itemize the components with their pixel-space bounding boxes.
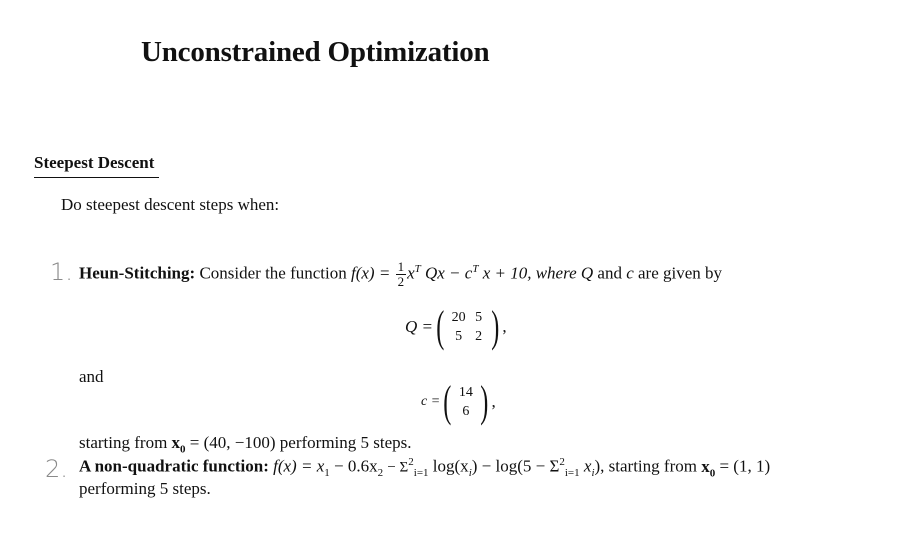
matrix-Q-label: Q =	[405, 317, 433, 336]
p2-part5: ) − log(5 − Σ	[471, 456, 560, 476]
vector-c-label: c =	[421, 394, 441, 409]
fraction-numerator: 1	[397, 259, 405, 274]
problem-2-statement	[79, 456, 770, 479]
p2-x0-subscript: 0	[709, 467, 716, 480]
vector-c-cells	[455, 383, 477, 421]
p2-sub-i2: i	[591, 467, 595, 480]
handwritten-mark-2: 2.	[45, 455, 68, 483]
problem-1-text: Consider the function	[199, 263, 347, 283]
sum1-lower: i=1	[413, 467, 429, 480]
sum2-lower: i=1	[564, 467, 580, 480]
var-x: x	[407, 263, 415, 283]
problem-2-label: A non-quadratic function:	[79, 456, 269, 476]
transpose-2: T	[472, 262, 479, 275]
matrix-cell: 5	[455, 329, 463, 344]
function-f: f(x) =	[351, 263, 391, 283]
comma: ,	[491, 392, 496, 411]
vector-c	[421, 377, 496, 426]
matrix-Q-cells	[448, 308, 488, 346]
fraction-half	[396, 260, 407, 289]
section-underline	[34, 177, 159, 178]
problem-1-start	[79, 433, 412, 455]
expr-rest: x + 10, where	[482, 263, 577, 283]
vector-cell: 14	[458, 385, 473, 400]
right-paren: )	[490, 302, 500, 351]
matrix-cell: 5	[475, 310, 483, 325]
sum2-upper: 2	[559, 456, 565, 468]
section-heading: Steepest Descent	[34, 153, 155, 172]
sum1-upper: 2	[408, 456, 414, 468]
p2-part6: x	[583, 456, 592, 476]
p2-sub-i: i	[468, 467, 472, 480]
comma: ,	[502, 317, 507, 336]
matrix-cell: 2	[475, 329, 483, 344]
p2-sum-1: − Σ	[387, 459, 409, 476]
problem-1-label: Heun-Stitching:	[79, 263, 196, 283]
vector-cell: 6	[462, 404, 470, 419]
page-title: Unconstrained Optimization	[141, 36, 490, 68]
matrix-Q	[405, 302, 507, 351]
p2-sub2: 2	[377, 467, 384, 480]
p2-part2: − 0.6x	[333, 456, 378, 476]
x0-letter: x	[171, 433, 181, 452]
handwritten-mark-1: 1.	[50, 258, 73, 286]
p2-fx: f(x) = x	[273, 456, 325, 476]
problem-2-continuation: performing 5 steps.	[79, 479, 211, 498]
p2-x0-symbol	[701, 456, 716, 480]
p2-start-value: = (1, 1)	[719, 456, 771, 476]
symbol-Q: Q	[580, 263, 594, 283]
p2-sub1: 1	[324, 467, 330, 480]
p2-log: log(x	[432, 456, 469, 476]
problem-1-statement	[79, 260, 722, 289]
transpose-1: T	[414, 262, 421, 275]
symbol-c: c	[626, 263, 634, 283]
and-word: and	[597, 263, 622, 283]
intro-text: Do steepest descent steps when:	[61, 195, 280, 214]
connector-and: and	[79, 367, 104, 386]
p2-x0-letter: x	[701, 456, 710, 476]
left-paren: (	[443, 377, 452, 426]
x0-subscript: 0	[180, 443, 186, 456]
matrix-cell: 20	[451, 310, 466, 325]
start-value: = (40, −100) performing 5 steps.	[189, 433, 412, 452]
start-text: starting from	[79, 433, 168, 452]
left-paren: (	[436, 302, 445, 351]
right-paren: )	[480, 377, 489, 426]
p2-part7: ), starting from	[594, 456, 697, 476]
x0-symbol	[171, 433, 186, 456]
expr-Qx-c: Qx − c	[424, 263, 473, 283]
fraction-denominator: 2	[397, 274, 405, 289]
given-by: are given by	[638, 263, 723, 283]
